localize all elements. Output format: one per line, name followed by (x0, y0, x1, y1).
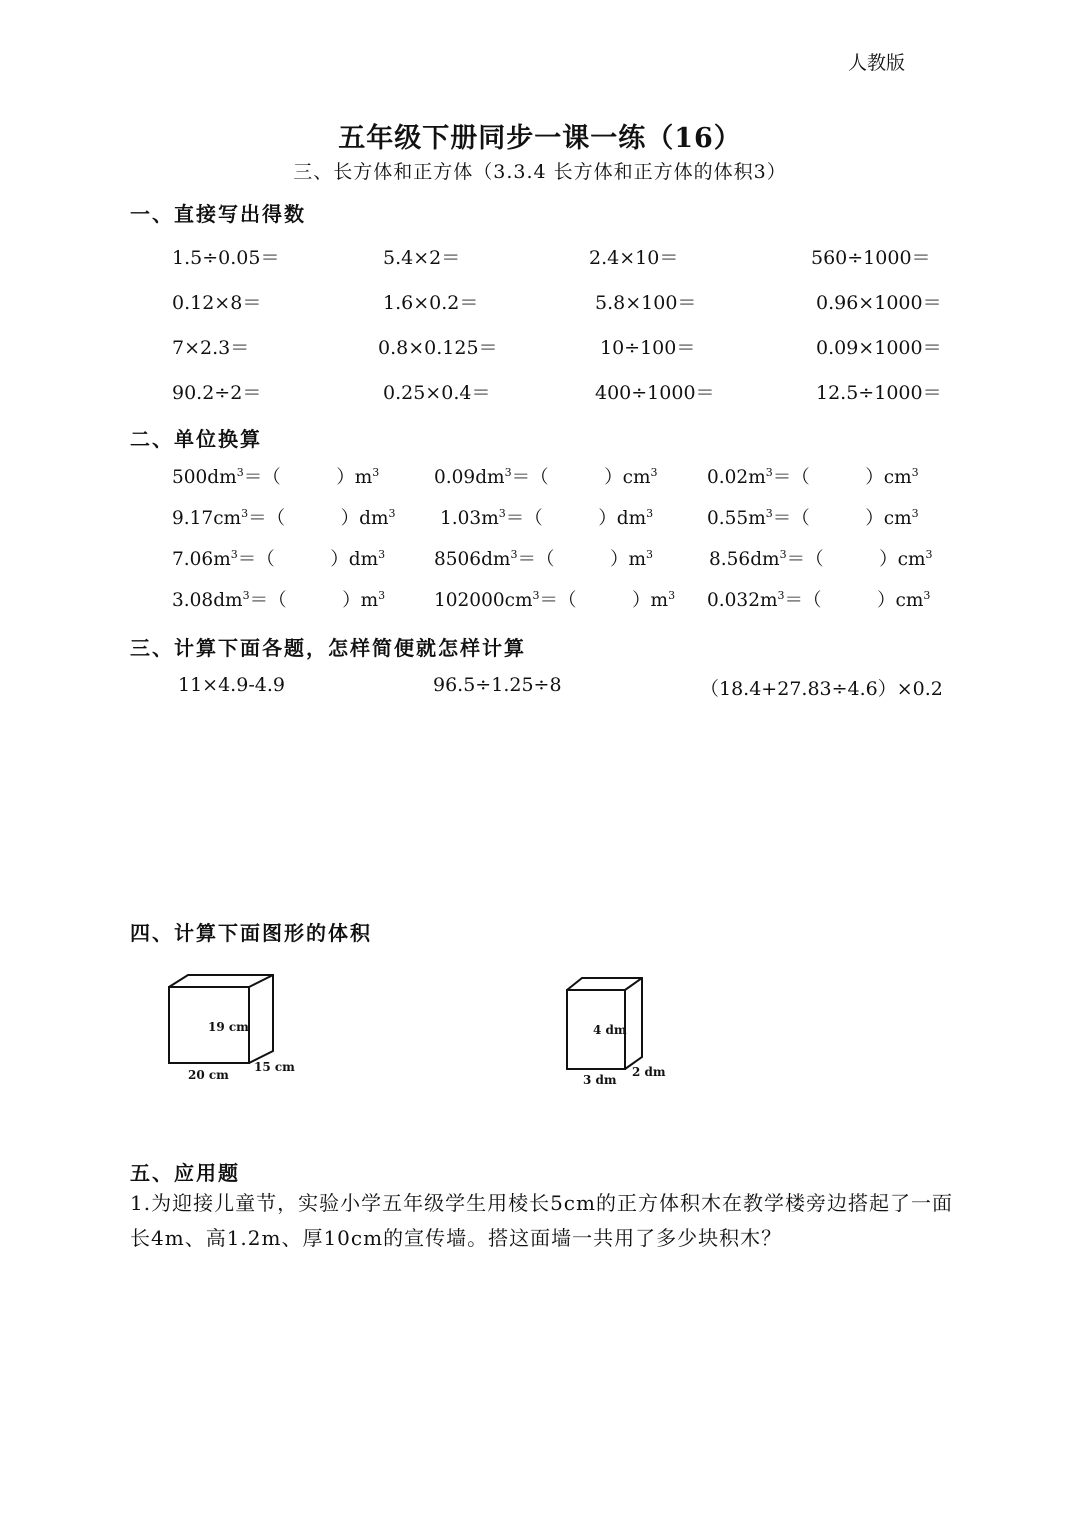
section-3-heading: 三、计算下面各题，怎样简便就怎样计算 (130, 636, 526, 660)
calc-item: 0.09×1000＝ (816, 337, 942, 359)
cuboid-length-label: 20 cm (188, 1068, 229, 1082)
calc-item: 10÷100＝ (600, 337, 696, 359)
edition-label: 人教版 (848, 52, 906, 74)
calc-item: 7×2.3＝ (172, 337, 250, 359)
calc-item: 5.8×100＝ (595, 292, 697, 314)
calc-item: 2.4×10＝ (589, 247, 679, 269)
conversion-item: $0.032m^3=$（ ）$cm^3$ (707, 588, 931, 611)
expression-item: （18.4+27.83÷4.6）×0.2 (700, 678, 943, 700)
cuboid-width-label: 15 cm (254, 1060, 295, 1074)
calc-item: 12.5÷1000＝ (816, 382, 942, 404)
section-2-heading: 二、单位换算 (130, 427, 262, 451)
page-subtitle: 三、长方体和正方体（3.3.4 长方体和正方体的体积3） (293, 161, 787, 183)
prism-height-label: 4 dm (593, 1023, 627, 1037)
page-title: 五年级下册同步一课一练（16） (338, 123, 742, 154)
conversion-item: $0.09dm^3=$（ ）$cm^3$ (434, 465, 658, 488)
calc-item: 5.4×2＝ (383, 247, 461, 269)
conversion-item: $500dm^3=$（ ）$m^3$ (172, 465, 380, 488)
calc-item: 560÷1000＝ (811, 247, 931, 269)
section-4-heading: 四、计算下面图形的体积 (130, 921, 372, 945)
conversion-item: $7.06m^3=$（ ）$dm^3$ (172, 547, 386, 570)
expression-item: 11×4.9-4.9 (178, 674, 285, 696)
section-5-heading: 五、应用题 (130, 1161, 240, 1185)
prism-top-edge (625, 978, 642, 990)
conversion-item: $9.17cm^3=$（ ）$dm^3$ (172, 506, 396, 529)
calc-item: 0.8×0.125＝ (378, 337, 498, 359)
calc-item: 1.5÷0.05＝ (172, 247, 280, 269)
cuboid-height-label: 19 cm (208, 1020, 249, 1034)
cuboid-back-edges (169, 975, 273, 1063)
calc-item: 90.2÷2＝ (172, 382, 262, 404)
calc-item: 0.96×1000＝ (816, 292, 942, 314)
conversion-item: $8.56dm^3=$（ ）$cm^3$ (709, 547, 933, 570)
prism-figure (558, 970, 678, 1090)
word-problem-1: 1.为迎接儿童节，实验小学五年级学生用棱长5cm的正方体积木在教学楼旁边搭起了一面长4m、高1.2m、厚10cm的宣传墙。搭这面墙一共用了多少块积木？ (130, 1191, 953, 1250)
calc-item: 0.12×8＝ (172, 292, 262, 314)
calc-item: 0.25×0.4＝ (383, 382, 491, 404)
cuboid-top-edge (249, 975, 273, 987)
conversion-item: $3.08dm^3=$（ ）$m^3$ (172, 588, 386, 611)
calc-item: 400÷1000＝ (595, 382, 715, 404)
conversion-item: $0.02m^3=$（ ）$cm^3$ (707, 465, 919, 488)
expression-item: 96.5÷1.25÷8 (433, 674, 562, 696)
prism-width-label: 2 dm (632, 1065, 666, 1079)
prism-length-label: 3 dm (583, 1073, 617, 1087)
conversion-item: $102000cm^3=$（ ）$m^3$ (434, 588, 676, 611)
section-1-heading: 一、直接写出得数 (130, 202, 306, 226)
conversion-item: $1.03m^3=$（ ）$dm^3$ (440, 506, 654, 529)
cuboid-figure (160, 970, 310, 1090)
conversion-item: $8506dm^3=$（ ）$m^3$ (434, 547, 654, 570)
conversion-item: $0.55m^3=$（ ）$cm^3$ (707, 506, 919, 529)
calc-item: 1.6×0.2＝ (383, 292, 479, 314)
